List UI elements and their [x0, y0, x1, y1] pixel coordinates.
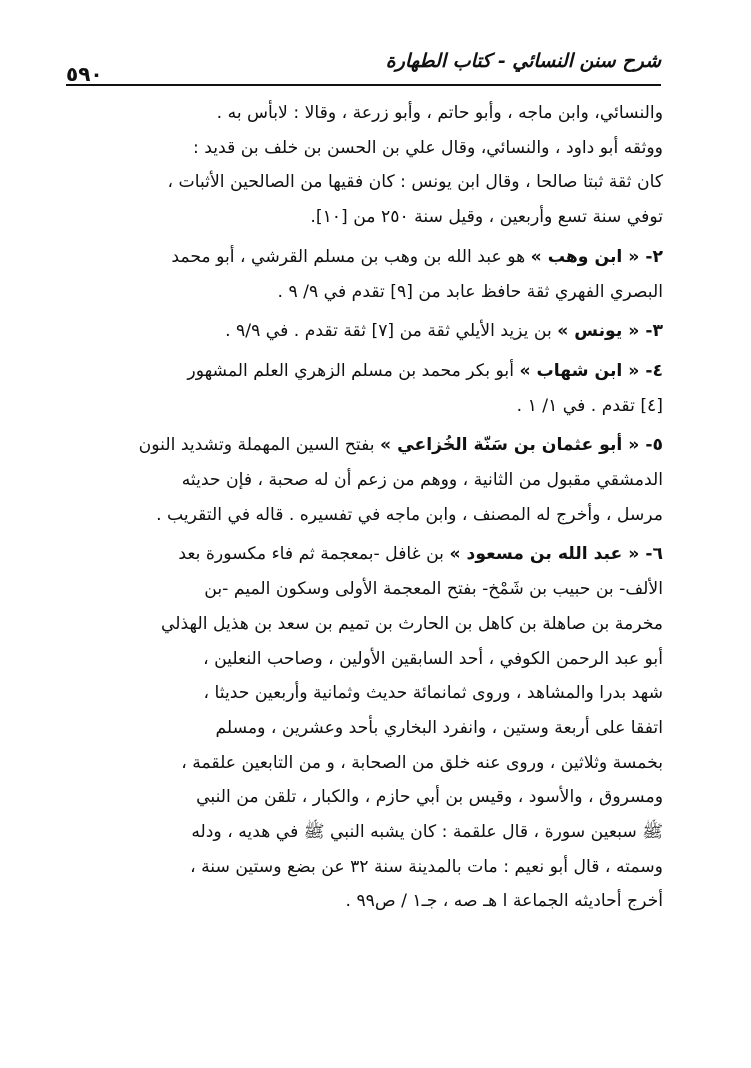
text-line: والنسائي، وابن ماجه ، وأبو حاتم ، وأبو زرعة ، وقالا : لابأس به . — [216, 103, 663, 123]
page-number: ٥٩٠ — [66, 62, 103, 86]
text-line-rest: بن غافل -بمعجمة ثم فاء مكسورة بعد — [178, 544, 444, 565]
text-line-rest: هو عبد الله بن وهب بن مسلم القرشي ، أبو محمد — [171, 246, 526, 267]
text-line: أخرج أحاديثه الجماعة ا هـ صه ، جـ١ / ص٩٩ . — [345, 891, 663, 912]
text-line: ومسروق ، والأسود ، وقيس بن أبي حازم ، والكبار ، تلقن من النبي — [196, 787, 663, 808]
narrator-entry-2 — [66, 240, 663, 309]
text-line: كان ثقة ثبتا صالحا ، وقال ابن يونس : كان فقيها من الصالحين الأثبات ، — [167, 172, 663, 193]
narrator-name: ٢- « ابن وهب » — [530, 246, 663, 267]
narrator-name: ٦- « عبد الله بن مسعود » — [449, 544, 663, 565]
text-line: شهد بدرا والمشاهد ، وروى ثمانمائة حديث وثمانية وأربعين حديثا ، — [203, 683, 663, 704]
header-title: شرح سنن النسائي - كتاب الطهارة — [385, 50, 661, 72]
narrator-entry-3 — [66, 314, 663, 349]
text-line-rest: بن يزيد الأيلي ثقة من [٧] ثقة تقدم . في ٩/٩ . — [225, 321, 552, 342]
text-line: [٤] تقدم . في ١/ ١ . — [516, 395, 663, 416]
text-line: مرسل ، وأخرج له المصنف ، وابن ماجه في تفسيره . قاله في التقريب . — [156, 504, 663, 525]
text-line: توفي سنة تسع وأربعين ، وقيل سنة ٢٥٠ من [١٠]. — [310, 207, 663, 228]
text-line: الدمشقي مقبول من الثانية ، ووهم من زعم أن له صحبة ، فإن حديثه — [181, 470, 663, 491]
text-line — [66, 354, 663, 389]
header-rule — [66, 84, 661, 86]
text-line: ووثقه أبو داود ، والنسائي، وقال علي بن الحسن بن خلف بن قديد : — [193, 137, 663, 158]
paragraph-continued — [66, 96, 663, 235]
text-line: بخمسة وثلاثين ، وروى عنه خلق من الصحابة ، و من التابعين علقمة ، — [181, 752, 663, 773]
text-line: البصري الفهري ثقة حافظ عابد من [٩] تقدم في ٩/ ٩ . — [277, 281, 663, 302]
narrator-name: ٣- « يونس » — [557, 321, 663, 342]
text-line: اتفقا على أربعة وستين ، وانفرد البخاري بأحد وعشرين ، ومسلم — [215, 717, 663, 738]
narrator-name: ٤- « ابن شهاب » — [519, 360, 663, 381]
text-line — [66, 240, 663, 275]
text-line — [66, 428, 663, 463]
commentary-text — [66, 96, 663, 919]
text-line: وسمته ، قال أبو نعيم : مات بالمدينة سنة ٣٢ عن بضع وستين سنة ، — [190, 856, 663, 877]
text-line: ﷺ سبعين سورة ، قال علقمة : كان يشبه النبي ﷺ في هديه ، ودله — [191, 822, 663, 843]
text-line — [66, 314, 663, 349]
text-line — [66, 537, 663, 572]
text-line: الألف- بن حبيب بن شَمْخ- بفتح المعجمة الأولى وسكون الميم -بن — [204, 579, 663, 600]
text-line-rest: بفتح السين المهملة وتشديد النون — [138, 435, 375, 456]
narrator-entry-4 — [66, 354, 663, 423]
text-line: مخرمة بن صاهلة بن كاهل بن الحارث بن تميم بن سعد بن هذيل الهذلي — [160, 613, 663, 634]
narrator-entry-5 — [66, 428, 663, 532]
text-line: أبو عبد الرحمن الكوفي ، أحد السابقين الأولين ، وصاحب النعلين ، — [203, 648, 663, 669]
narrator-name: ٥- « أبو عثمان بن سَنّة الخُزاعي » — [380, 435, 663, 456]
text-line-rest: أبو بكر محمد بن مسلم الزهري العلم المشهور — [187, 360, 514, 381]
narrator-entry-6 — [66, 537, 663, 919]
